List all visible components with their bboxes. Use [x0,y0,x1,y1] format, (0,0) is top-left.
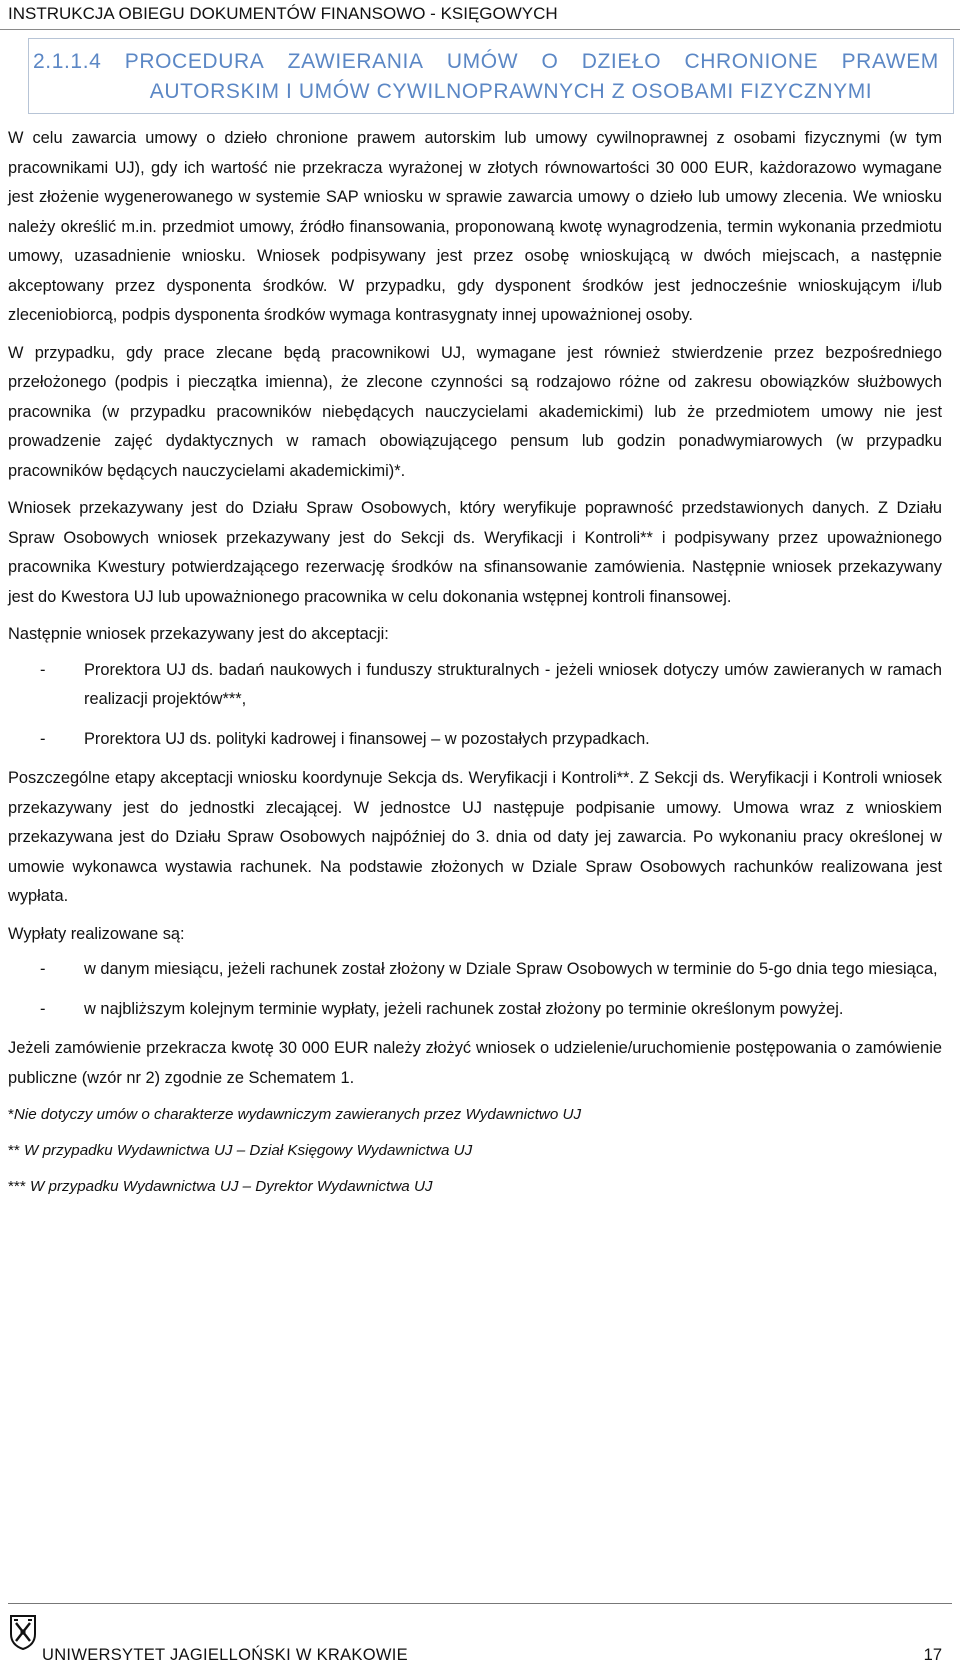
list-item [8,656,942,715]
section-title-word: CHRONIONE [684,50,819,73]
section-heading-line1 [33,47,939,77]
section-title-word: UMÓW [446,50,519,73]
footnote-mark: *** [8,1178,30,1195]
list-item-text: Prorektora UJ ds. polityki kadrowej i finansowej – w pozostałych przypadkach. [84,729,650,748]
document-body [8,124,942,1209]
section-title-word: O [541,50,559,73]
paragraph-verification: Wniosek przekazywany jest do Działu Spraw Osobowych, który weryfikuje poprawność przedstawionych danych. Z Działu Spraw Osobowych wniosek przekazywany jest do Sekcji ds. Weryfikacji i Kontroli** i podpisywany przez upoważnionego pracownika Kwestury potwierdzającego rezerwację środków na sfinansowanie zamówienia. Następnie wniosek przekazywany jest do Kwestora UJ lub upoważnionego pracownika w celu dokonania wstępnej kontroli finansowej. [8,499,942,606]
footnote-mark: * [8,1106,14,1123]
list-item [8,995,942,1025]
page-footer [8,1612,952,1670]
page-number: 17 [923,1646,942,1664]
dash-bullet: - [40,660,46,679]
running-header-title: INSTRUKCJA OBIEGU DOKUMENTÓW FINANSOWO - KSIĘGOWYCH [8,4,558,23]
footnote [8,1137,942,1165]
list-item-text: w najbliższym kolejnym terminie wypłaty, jeżeli rachunek został złożony po terminie określonym powyżej. [84,999,844,1018]
footnote-text: W przypadku Wydawnictwa UJ – Dyrektor Wydawnictwa UJ [29,1178,433,1195]
section-title-word: PROCEDURA [124,50,265,73]
footer-university: UNIWERSYTET JAGIELLOŃSKI W KRAKOWIE [42,1646,408,1664]
running-header [0,0,960,30]
list-item-text: Prorektora UJ ds. badań naukowych i funduszy strukturalnych - jeżeli wniosek dotyczy umów zawieranych w ramach realizacji projektów***, [84,660,942,708]
paragraph-employee-case: W przypadku, gdy prace zlecane będą pracownikowi UJ, wymagane jest również stwierdzenie przez bezpośredniego przełożonego (podpis i pieczątka imienna), że zlecone czynności są rodzajowo różne od zakresu obowiązków służbowych pracownika (w przypadku pracowników niebędących nauczycielami akademickimi) lub że przedmiotem umowy nie jest prowadzenie zajęć dydaktycznych w ramach obowiązującego pensum lub godzin ponadwymiarowych (w przypadku pracowników będących nauczycielami akademickimi)*. [8,343,942,480]
section-title-word: DZIEŁO [581,50,662,73]
paragraph-intro: W celu zawarcia umowy o dzieło chronione prawem autorskim lub umowy cywilnoprawnej z osobami fizycznymi (w tym pracownikami UJ), gdy ich wartość nie przekracza wyrażonej w złotych równowartości 30 000 EUR, każdorazowo wymagane jest złożenie wygenerowanego w systemie SAP wniosku w sprawie zawarcia umowy o dzieło lub umowy zlecenia. We wniosku należy określić m.in. przedmiot umowy, źródło finansowania, proponowaną kwotę wynagrodzenia, termin wykonania przedmiotu umowy, uzasadnienie wniosku. Wniosek podpisywany jest przez osobę wnioskującą w dwóch miejscach, a następnie akceptowany przez dysponenta środków. W przypadku, gdy dysponent środków jest jednocześnie wnioskującym i/lub zleceniobiorcą, podpis dysponenta środków wymaga kontrasygnaty innej upoważnionej osoby. [8,129,942,324]
section-title-word: PRAWEM [841,50,939,73]
section-title-word: ZAWIERANIA [287,50,424,73]
paragraph-payments-intro: Wypłaty realizowane są: [8,924,185,943]
footnote [8,1173,942,1201]
footnotes [8,1101,942,1201]
payments-list [8,955,942,1024]
section-heading-line2: AUTORSKIM I UMÓW CYWILNOPRAWNYCH Z OSOBAMI FIZYCZNYMI [149,80,873,103]
footer-divider [8,1603,952,1604]
footnote-text: Nie dotyczy umów o charakterze wydawniczym zawieranych przez Wydawnictwo UJ [13,1106,582,1123]
footnote-text: W przypadku Wydawnictwa UJ – Dział Księgowy Wydawnictwa UJ [24,1142,473,1159]
section-heading-box [28,38,954,114]
paragraph-public-procurement: Jeżeli zamówienie przekracza kwotę 30 000 EUR należy złożyć wniosek o udzielenie/uruchomienie postępowania o zamówienie publiczne (wzór nr 2) zgodnie ze Schematem 1. [8,1039,942,1087]
dash-bullet: - [40,999,46,1018]
dash-bullet: - [40,960,46,978]
list-item [8,725,942,755]
acceptance-list [8,656,942,755]
dash-bullet: - [40,729,46,748]
section-number: 2.1.1.4 [33,50,102,73]
footnote [8,1101,942,1129]
list-item [8,955,942,985]
paragraph-acceptance-intro: Następnie wniosek przekazywany jest do akceptacji: [8,625,389,643]
paragraph-coordination: Poszczególne etapy akceptacji wniosku koordynuje Sekcja ds. Weryfikacji i Kontroli**. Z Sekcji ds. Weryfikacji i Kontroli wniosek przekazywany jest do jednostki zlecającej. W jednostce UJ następuje podpisanie umowy. Umowa wraz z wnioskiem przekazywana jest do Działu Spraw Osobowych najpóźniej do 3. dnia od daty jej zawarcia. Po wykonaniu pracy określonej w umowie wykonawca wystawia rachunek. Na podstawie złożonych w Dziale Spraw Osobowych rachunków realizowana jest wypłata. [8,769,942,905]
footnote-mark: ** [8,1142,25,1159]
list-item-text: w danym miesiącu, jeżeli rachunek został złożony w Dziale Spraw Osobowych w terminie do 5-go dnia tego miesiąca, [84,960,938,978]
jagiellonian-crest-icon [8,1614,38,1650]
